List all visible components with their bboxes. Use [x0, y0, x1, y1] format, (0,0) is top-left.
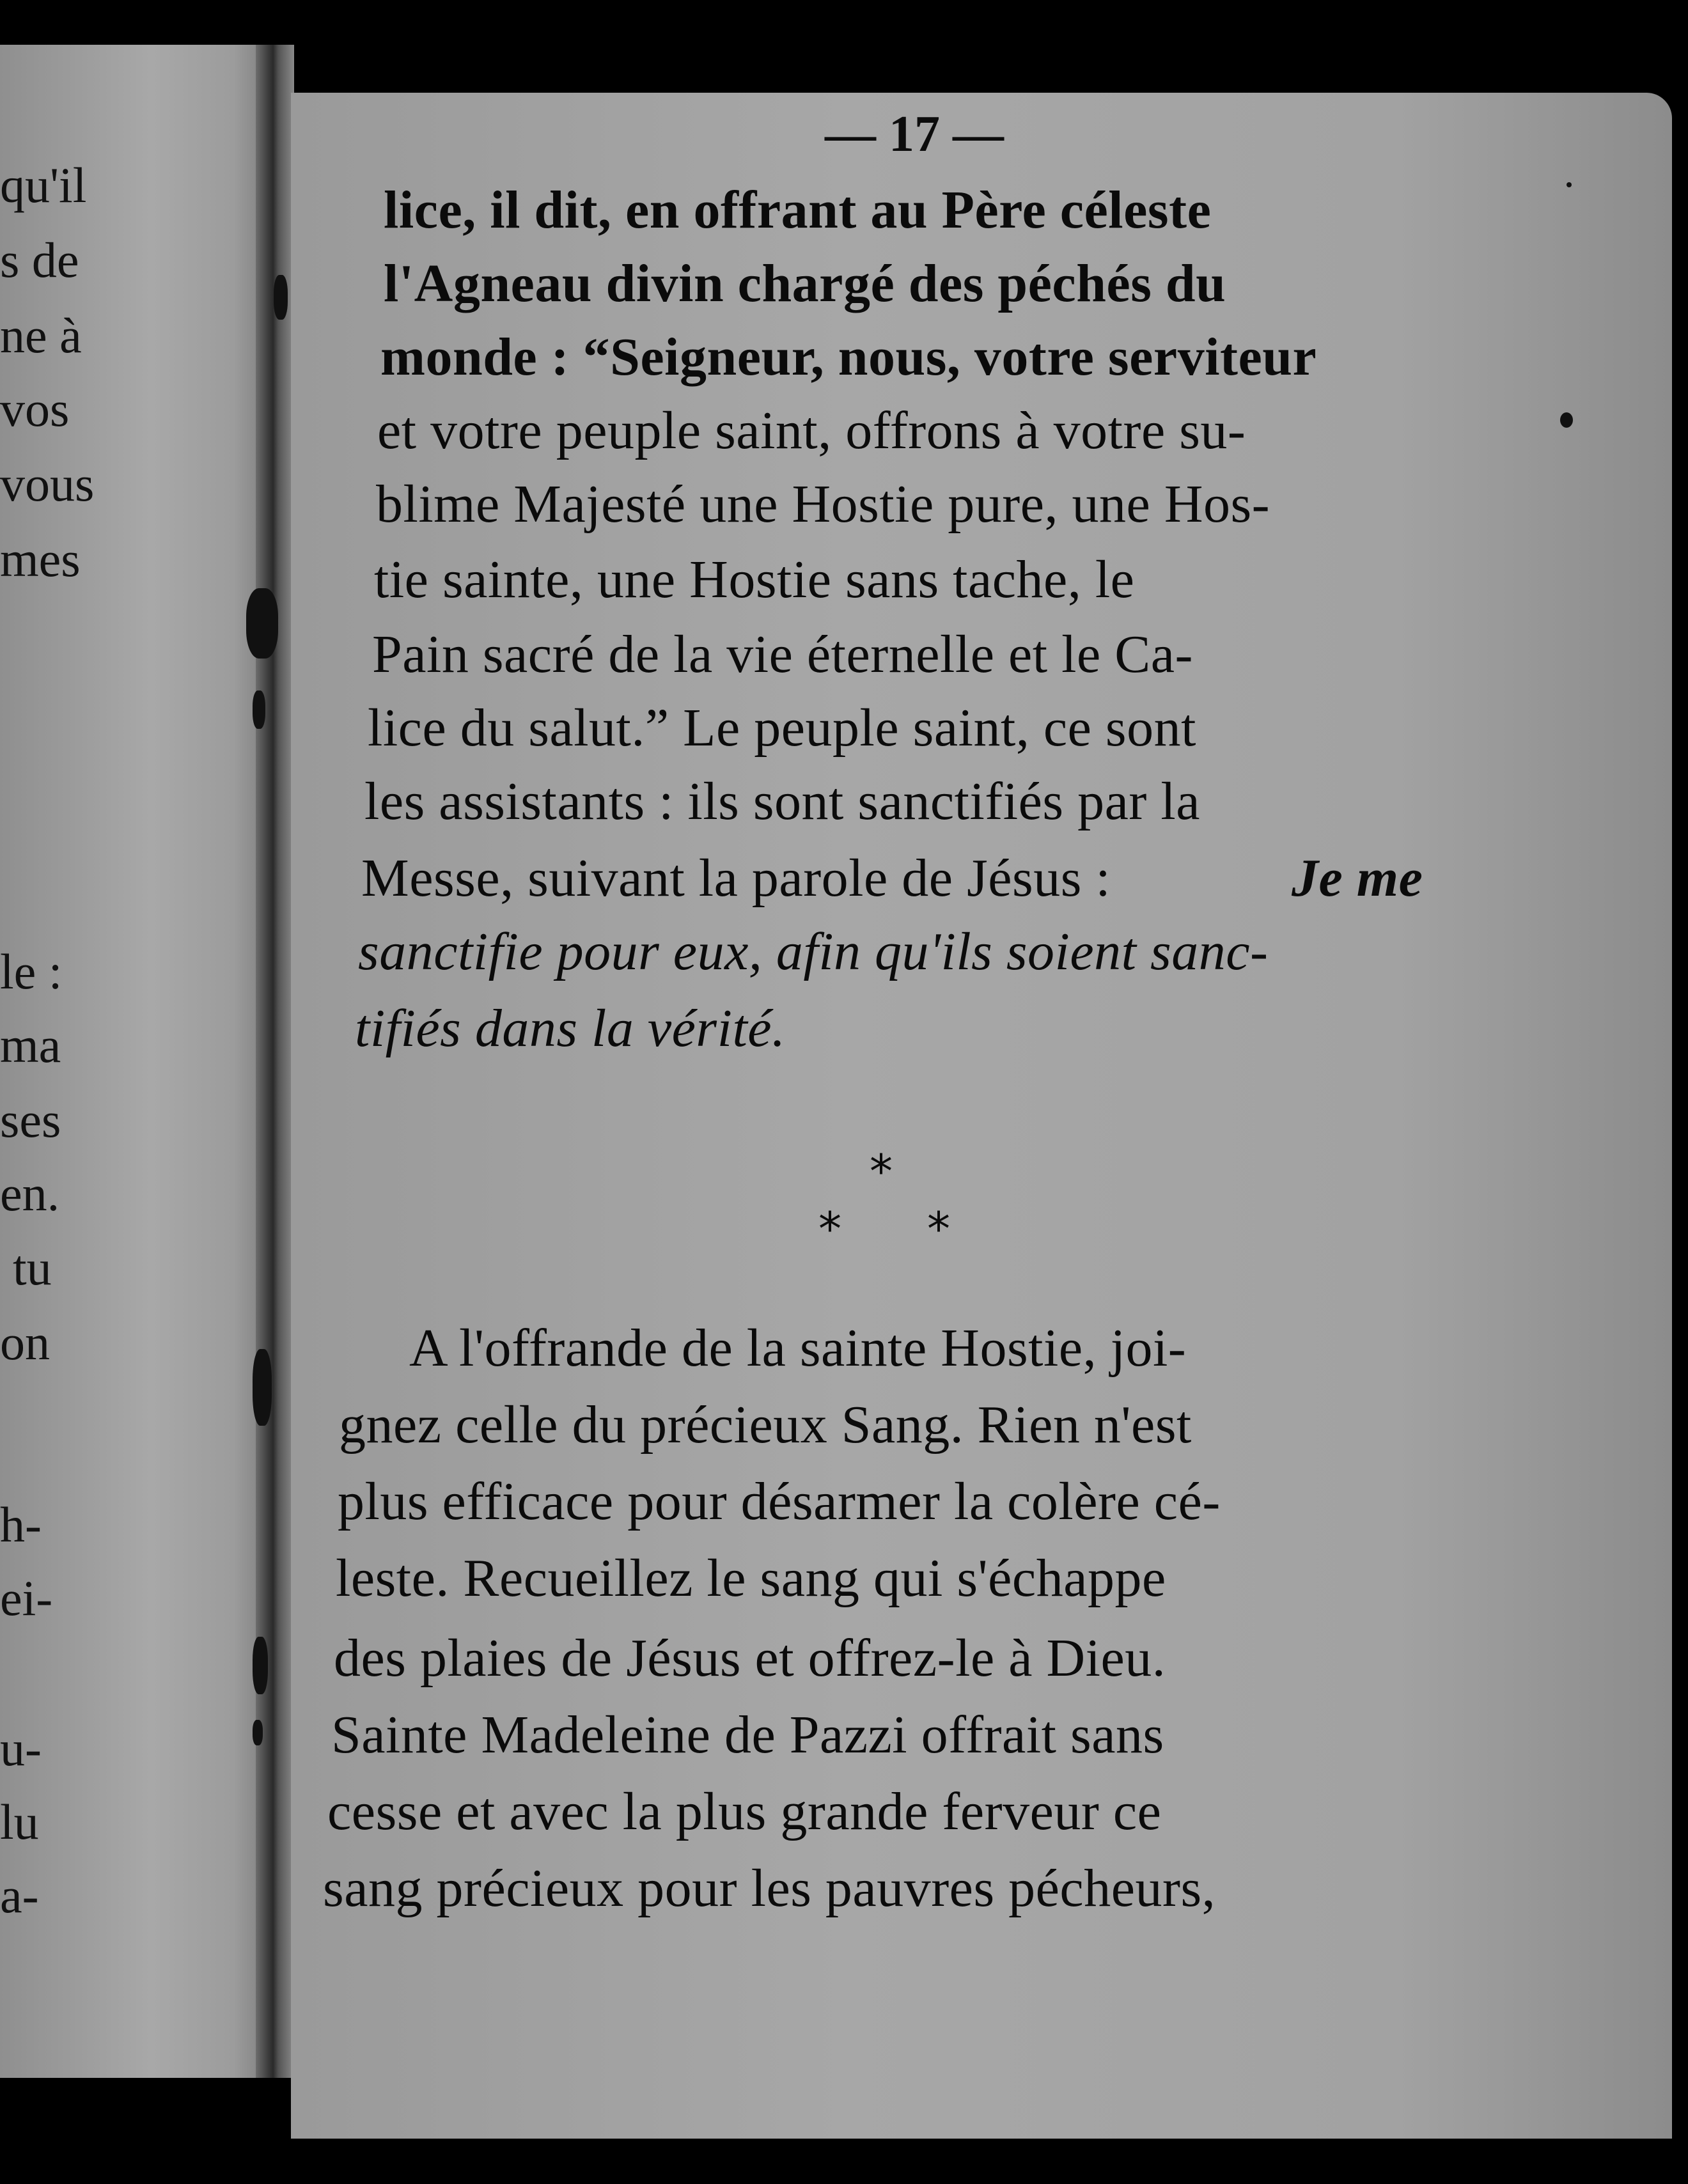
asterism-right: *	[927, 1202, 950, 1256]
binding-stitch	[246, 588, 278, 659]
left-fragment: u-	[0, 1720, 42, 1776]
left-fragment: a-	[0, 1868, 39, 1923]
page-number: — 17 —	[825, 106, 1004, 162]
italic-text-line: tifiés dans la vérité.	[355, 999, 786, 1058]
left-fragment: qu'il	[0, 157, 87, 213]
text-line: gnez celle du précieux Sang. Rien n'est	[339, 1395, 1192, 1455]
left-fragment: ses	[0, 1092, 61, 1148]
left-fragment: en.	[0, 1166, 60, 1221]
ink-speck	[1567, 182, 1572, 187]
italic-text: Je me	[1292, 848, 1423, 908]
asterism-left: *	[818, 1202, 841, 1256]
text-line: monde : “Seigneur, nous, votre serviteur	[380, 327, 1317, 387]
text-line: A l'offrande de la sainte Hostie, joi-	[409, 1318, 1187, 1378]
binding-stitch	[253, 1720, 263, 1745]
text-line: cesse et avec la plus grande ferveur ce	[327, 1782, 1162, 1841]
left-fragment: ma	[0, 1017, 61, 1073]
text-line: lice, il dit, en offrant au Père céleste	[384, 180, 1212, 240]
left-fragment: ne à	[0, 308, 82, 363]
left-fragment: ei-	[0, 1570, 53, 1626]
italic-text-line: sanctifie pour eux, afin qu'ils soient sanc-	[358, 922, 1269, 981]
binding-stitch	[253, 1349, 272, 1426]
text-line: et votre peuple saint, offrons à votre su-	[377, 401, 1246, 460]
text-line: leste. Recueillez le sang qui s'échappe	[336, 1548, 1166, 1608]
text-line: Pain sacré de la vie éternelle et le Ca-	[372, 625, 1194, 684]
left-fragment: on	[0, 1314, 50, 1370]
text-line: l'Agneau divin chargé des péchés du	[384, 254, 1226, 313]
text-line: plus efficace pour désarmer la colère cé-	[338, 1472, 1221, 1531]
text-line: lice du salut.” Le peuple saint, ce sont	[368, 698, 1196, 758]
binding-stitch	[253, 690, 265, 729]
binding-stitch	[274, 275, 288, 320]
asterism-top: *	[870, 1144, 893, 1198]
left-fragment: vous	[0, 456, 95, 511]
left-fragment: mes	[0, 531, 81, 587]
text-line: Messe, suivant la parole de Jésus :	[361, 848, 1111, 908]
left-page	[0, 45, 275, 2078]
left-fragment: le :	[0, 944, 63, 999]
binding-stitch	[253, 1637, 268, 1694]
left-fragment: h-	[0, 1497, 42, 1552]
text-line: des plaies de Jésus et offrez-le à Dieu.	[334, 1628, 1166, 1688]
left-fragment: s de	[0, 232, 79, 288]
ink-speck	[1560, 412, 1573, 428]
text-line: tie sainte, une Hostie sans tache, le	[374, 550, 1135, 609]
text-line: blime Majesté une Hostie pure, une Hos-	[376, 474, 1270, 534]
text-line: Sainte Madeleine de Pazzi offrait sans	[331, 1705, 1164, 1765]
left-fragment: tu	[13, 1240, 52, 1295]
left-fragment: vos	[0, 381, 70, 437]
text-line: sang précieux pour les pauvres pécheurs,	[323, 1859, 1216, 1918]
left-fragment: lu	[0, 1794, 39, 1850]
text-line: les assistants : ils sont sanctifiés par la	[364, 772, 1200, 831]
book-gutter	[256, 45, 294, 2078]
